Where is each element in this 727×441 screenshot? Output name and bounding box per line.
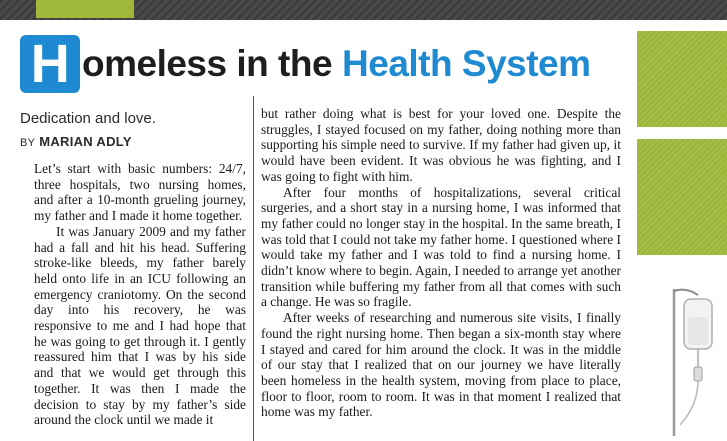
byline-prefix: BY xyxy=(20,137,36,149)
paragraph: After four months of hospitalizations, several critical surgeries, and a short stay in a nursing home, I was informed that my father could no longer stay in the hospital. In the same breath, I was told that I could not take my father home. I questioned where I would take my father and I was told to find a nursing home. I didn’t know where to begin. Again, I needed to arrange yet another transition while buffering my father from all that comes with such a change. He was so fragile. xyxy=(261,184,621,310)
iv-drip-bag-icon xyxy=(640,285,727,436)
headline-text-blue: Health System xyxy=(342,43,591,84)
green-accent-block-bottom xyxy=(637,139,727,255)
article-column-1 xyxy=(34,161,246,428)
article-deck: Dedication and love. xyxy=(20,110,156,127)
paragraph: but rather doing what is best for your loved one. Despite the struggles, I stayed focused on my father, doing nothing more than supporting his simple need to survive. If my father had given up, it would have been evident. It was obvious he was fighting, and I was going to fight with him. xyxy=(261,106,621,184)
byline xyxy=(20,134,132,149)
paragraph: Let’s start with basic numbers: 24/7, three hospitals, two nursing homes, and after a 10-month grueling journey, my father and I made it home together. xyxy=(34,161,246,224)
headline-dropcap: H xyxy=(20,35,80,93)
green-accent-block-top xyxy=(637,31,727,127)
paragraph: After weeks of researching and numerous site visits, I finally found the right nursing home. Then began a six-month stay where I stayed and cared for him around the clock. It was in the middle of our stay that I realized that on our journey we have literally been homeless in the health system, moving from place to place, floor to floor, room to room. It was in that moment I realized that home was my father. xyxy=(261,310,621,420)
paragraph: It was January 2009 and my father had a fall and hit his head. Suffering stroke-like bleeds, my father barely held onto life in an ICU following an emergency craniotomy. On the second day into his recovery, he was responsive to me and I had hope that he was going to get through it. I gently reassured him that I was by his side and that we would get through this together. It was then I made the decision to stay by my father’s side around the clock until we made it xyxy=(34,223,246,428)
article-column-2 xyxy=(261,106,621,420)
top-green-accent xyxy=(36,0,134,18)
column-divider xyxy=(253,96,254,441)
author-name: MARIAN ADLY xyxy=(39,134,132,149)
article-headline xyxy=(20,34,591,94)
headline-text-dark: omeless in the xyxy=(82,43,333,84)
